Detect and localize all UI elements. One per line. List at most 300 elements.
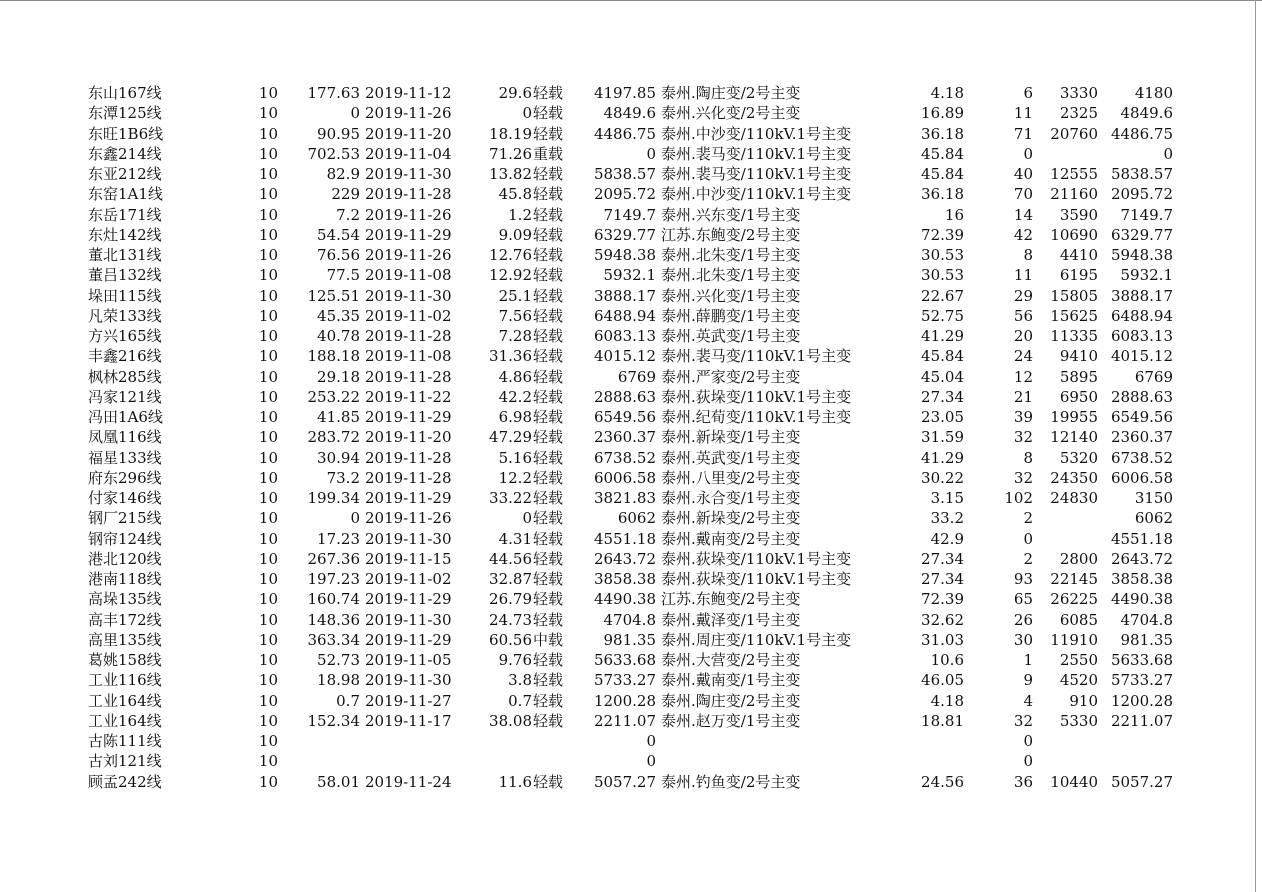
substation-transformer-cell: 泰州.新垛变/1号主变 [661,428,801,447]
load-rate-cell: 45.8 [498,185,532,204]
peak-current-cell: 40.78 [317,327,360,345]
table-row [0,772,1250,792]
available-capacity-cell: 5633.68 [593,651,656,669]
available-capacity-cell: 4486.75 [593,124,656,143]
line-name-cell: 钢帘124线 [88,529,162,548]
date-cell: 2019-11-20 [365,428,452,447]
substation-transformer-cell: 泰州.戴南变/1号主变 [661,671,801,690]
remaining-capacity-cell: 5948.38 [1110,246,1173,264]
transformer-load-cell: 16 [944,205,964,224]
peak-current-cell: 0 [350,104,360,123]
date-cell: 2019-11-26 [365,509,452,528]
voltage-cell: 10 [258,165,278,183]
available-capacity-cell: 6062 [617,509,656,528]
load-status-cell: 轻载 [533,246,564,264]
load-rate-cell: 7.28 [498,327,532,345]
transformer-load-cell: 45.84 [921,347,964,366]
available-capacity-cell: 5932.1 [603,266,656,285]
peak-current-cell: 199.34 [307,489,360,507]
peak-current-cell: 283.72 [307,428,360,447]
page-right-border [1255,0,1256,892]
substation-transformer-cell: 泰州.北朱变/1号主变 [661,266,801,285]
installed-capacity-cell: 12555 [1050,165,1098,183]
voltage-cell: 10 [258,468,278,487]
available-capacity-cell: 0 [646,732,656,750]
load-rate-cell: 0.7 [508,691,532,710]
available-capacity-cell: 981.35 [603,630,656,649]
table-row [0,448,1250,468]
transformer-load-cell: 36.18 [921,124,964,143]
substation-transformer-cell: 泰州.荻垛变/110kV.1号主变 [661,549,852,568]
date-cell: 2019-11-20 [365,124,452,143]
date-cell: 2019-11-17 [365,711,452,730]
installed-capacity-cell: 22145 [1050,570,1098,588]
table-row [0,670,1250,690]
voltage-cell: 10 [258,590,278,609]
voltage-cell: 10 [258,651,278,669]
table-row [0,184,1250,204]
available-capacity-cell: 3858.38 [593,570,656,588]
load-status-cell: 轻载 [533,286,564,305]
remaining-capacity-cell: 2360.37 [1110,428,1173,447]
table-row [0,630,1250,650]
peak-current-cell: 7.2 [336,205,360,224]
peak-current-cell: 160.74 [307,590,360,609]
load-status-cell: 轻载 [533,124,564,143]
line-name-cell: 东灶142线 [88,225,162,244]
peak-current-cell: 76.56 [317,246,360,264]
load-rate-cell: 5.16 [498,448,532,467]
remaining-capacity-cell: 6329.77 [1110,225,1173,244]
load-status-cell: 轻载 [533,671,564,690]
peak-current-cell: 73.2 [326,468,360,487]
transformer-count-cell: 70 [1013,185,1033,204]
substation-transformer-cell: 泰州.英武变/1号主变 [661,448,801,467]
remaining-capacity-cell: 2888.63 [1110,387,1173,406]
date-cell: 2019-11-29 [365,489,452,507]
date-cell: 2019-11-05 [365,651,452,669]
load-status-cell: 轻载 [533,347,564,366]
load-rate-cell: 12.2 [498,468,532,487]
load-status-cell: 轻载 [533,711,564,730]
transformer-load-cell: 18.81 [921,711,964,730]
load-status-cell: 轻载 [533,489,564,507]
remaining-capacity-cell: 6488.94 [1110,306,1173,325]
line-name-cell: 东亚212线 [88,165,162,183]
line-name-cell: 东山167线 [88,84,162,102]
load-status-cell: 轻载 [533,327,564,345]
load-status-cell: 轻载 [533,104,564,123]
line-name-cell: 东鑫214线 [88,144,162,163]
transformer-load-cell: 31.59 [921,428,964,447]
transformer-load-cell: 27.34 [921,570,964,588]
substation-transformer-cell: 泰州.裴马变/110kV.1号主变 [661,347,852,366]
transformer-count-cell: 32 [1013,468,1033,487]
remaining-capacity-cell: 4486.75 [1110,124,1173,143]
transformer-count-cell: 102 [1004,489,1033,507]
available-capacity-cell: 1200.28 [593,691,656,710]
substation-transformer-cell: 泰州.严家变/2号主变 [661,367,801,386]
substation-transformer-cell: 泰州.陶庄变/2号主变 [661,691,801,710]
load-status-cell: 轻载 [533,306,564,325]
table-row [0,286,1250,306]
date-cell: 2019-11-26 [365,246,452,264]
available-capacity-cell: 6083.13 [593,327,656,345]
table-row [0,549,1250,569]
installed-capacity-cell: 6195 [1059,266,1098,285]
transformer-count-cell: 65 [1013,590,1033,609]
date-cell: 2019-11-28 [365,448,452,467]
load-rate-cell: 9.76 [498,651,532,669]
load-status-cell: 轻载 [533,367,564,386]
voltage-cell: 10 [258,225,278,244]
available-capacity-cell: 6549.56 [593,408,656,426]
table-row [0,569,1250,589]
substation-transformer-cell: 泰州.英武变/1号主变 [661,327,801,345]
peak-current-cell: 0 [350,509,360,528]
substation-transformer-cell: 江苏.东鲍变/2号主变 [661,590,801,609]
installed-capacity-cell: 6085 [1059,610,1098,629]
load-status-cell: 轻载 [533,408,564,426]
transformer-load-cell: 45.84 [921,144,964,163]
remaining-capacity-cell: 6738.52 [1110,448,1173,467]
load-rate-cell: 47.29 [489,428,532,447]
date-cell: 2019-11-29 [365,408,452,426]
table-row [0,529,1250,549]
available-capacity-cell: 4015.12 [593,347,656,366]
transformer-load-cell: 42.9 [930,529,964,548]
line-name-cell: 枫林285线 [88,367,162,386]
remaining-capacity-cell: 6062 [1134,509,1173,528]
peak-current-cell: 363.34 [307,630,360,649]
load-rate-cell: 26.79 [489,590,532,609]
voltage-cell: 10 [258,266,278,285]
line-name-cell: 钢厂215线 [88,509,162,528]
voltage-cell: 10 [258,630,278,649]
load-rate-cell: 71.26 [489,144,532,163]
transformer-load-cell: 46.05 [921,671,964,690]
voltage-cell: 10 [258,711,278,730]
transformer-load-cell: 22.67 [921,286,964,305]
load-rate-cell: 12.92 [489,266,532,285]
load-status-cell: 轻载 [533,185,564,204]
date-cell: 2019-11-02 [365,570,452,588]
installed-capacity-cell: 2550 [1059,651,1098,669]
line-name-cell: 高里135线 [88,630,162,649]
load-status-cell: 轻载 [533,570,564,588]
page-top-border [0,0,1262,1]
transformer-count-cell: 6 [1023,84,1033,102]
voltage-cell: 10 [258,529,278,548]
line-name-cell: 凤凰116线 [88,428,162,447]
table-row [0,265,1250,285]
substation-transformer-cell: 泰州.裴马变/110kV.1号主变 [661,144,852,163]
line-name-cell: 工业164线 [88,691,162,710]
date-cell: 2019-11-08 [365,266,452,285]
substation-transformer-cell: 泰州.陶庄变/2号主变 [661,84,801,102]
load-rate-cell: 6.98 [498,408,532,426]
transformer-load-cell: 30.22 [921,468,964,487]
peak-current-cell: 0.7 [336,691,360,710]
peak-current-cell: 148.36 [307,610,360,629]
peak-current-cell: 229 [331,185,360,204]
substation-transformer-cell: 泰州.荻垛变/110kV.1号主变 [661,570,852,588]
transformer-load-cell: 27.34 [921,387,964,406]
remaining-capacity-cell: 2211.07 [1110,711,1173,730]
line-name-cell: 工业116线 [88,671,162,690]
installed-capacity-cell: 11335 [1050,327,1098,345]
voltage-cell: 10 [258,691,278,710]
transformer-count-cell: 0 [1023,144,1033,163]
voltage-cell: 10 [258,124,278,143]
available-capacity-cell: 5838.57 [593,165,656,183]
substation-transformer-cell: 泰州.兴化变/1号主变 [661,286,801,305]
transformer-count-cell: 8 [1023,448,1033,467]
available-capacity-cell: 4197.85 [593,84,656,102]
substation-transformer-cell: 泰州.大营变/2号主变 [661,651,801,669]
voltage-cell: 10 [258,205,278,224]
available-capacity-cell: 6329.77 [593,225,656,244]
remaining-capacity-cell: 5733.27 [1110,671,1173,690]
transformer-count-cell: 12 [1013,367,1033,386]
line-name-cell: 丰鑫216线 [88,347,162,366]
date-cell: 2019-11-15 [365,549,452,568]
transformer-count-cell: 11 [1013,266,1033,285]
line-name-cell: 东旺1B6线 [88,124,164,143]
installed-capacity-cell: 20760 [1050,124,1098,143]
table-row [0,205,1250,225]
table-row [0,711,1250,731]
available-capacity-cell: 2360.37 [593,428,656,447]
voltage-cell: 10 [258,610,278,629]
transformer-count-cell: 30 [1013,630,1033,649]
installed-capacity-cell: 4520 [1059,671,1098,690]
date-cell: 2019-11-29 [365,630,452,649]
table-row [0,691,1250,711]
table-row [0,488,1250,508]
load-rate-cell: 31.36 [489,347,532,366]
remaining-capacity-cell: 5633.68 [1110,651,1173,669]
voltage-cell: 10 [258,144,278,163]
load-status-cell: 轻载 [533,428,564,447]
voltage-cell: 10 [258,286,278,305]
transformer-count-cell: 8 [1023,246,1033,264]
transformer-count-cell: 29 [1013,286,1033,305]
installed-capacity-cell: 19955 [1050,408,1098,426]
installed-capacity-cell: 9410 [1059,347,1098,366]
installed-capacity-cell: 2800 [1059,549,1098,568]
available-capacity-cell: 3888.17 [593,286,656,305]
installed-capacity-cell: 6950 [1059,387,1098,406]
load-rate-cell: 42.2 [498,387,532,406]
available-capacity-cell: 4704.8 [603,610,656,629]
transformer-count-cell: 21 [1013,387,1033,406]
peak-current-cell: 188.18 [307,347,360,366]
peak-current-cell: 29.18 [317,367,360,386]
peak-current-cell: 77.5 [326,266,360,285]
load-rate-cell: 38.08 [489,711,532,730]
load-rate-cell: 24.73 [489,610,532,629]
voltage-cell: 10 [258,448,278,467]
substation-transformer-cell: 泰州.中沙变/110kV.1号主变 [661,185,852,204]
transformer-count-cell: 9 [1023,671,1033,690]
table-row [0,468,1250,488]
line-name-cell: 福星133线 [88,448,162,467]
substation-transformer-cell: 泰州.兴化变/2号主变 [661,104,801,123]
substation-transformer-cell: 泰州.薛鹏变/1号主变 [661,306,801,325]
substation-transformer-cell: 泰州.永合变/1号主变 [661,489,801,507]
line-name-cell: 垛田115线 [88,286,162,305]
transformer-load-cell: 3.15 [930,489,964,507]
date-cell: 2019-11-27 [365,691,452,710]
peak-current-cell: 52.73 [317,651,360,669]
transformer-count-cell: 42 [1013,225,1033,244]
load-rate-cell: 32.87 [489,570,532,588]
date-cell: 2019-11-30 [365,529,452,548]
date-cell: 2019-11-29 [365,225,452,244]
remaining-capacity-cell: 4704.8 [1120,610,1173,629]
available-capacity-cell: 6769 [617,367,656,386]
available-capacity-cell: 3821.83 [593,489,656,507]
table-row [0,427,1250,447]
substation-transformer-cell: 泰州.八里变/2号主变 [661,468,801,487]
line-name-cell: 方兴165线 [88,327,162,345]
table-row [0,124,1250,144]
table-row [0,387,1250,407]
table-row [0,407,1250,427]
voltage-cell: 10 [258,367,278,386]
load-rate-cell: 4.31 [498,529,532,548]
table-row [0,650,1250,670]
voltage-cell: 10 [258,671,278,690]
installed-capacity-cell: 5895 [1059,367,1098,386]
peak-current-cell: 267.36 [307,549,360,568]
voltage-cell: 10 [258,387,278,406]
load-rate-cell: 60.56 [489,630,532,649]
available-capacity-cell: 5948.38 [593,246,656,264]
load-rate-cell: 1.2 [508,205,532,224]
line-name-cell: 葛姚158线 [88,651,162,669]
substation-transformer-cell: 泰州.钓鱼变/2号主变 [661,772,801,791]
line-name-cell: 古陈111线 [88,732,162,750]
transformer-load-cell: 52.75 [921,306,964,325]
line-name-cell: 东窑1A1线 [88,185,163,204]
load-status-cell: 重载 [533,144,564,163]
transformer-count-cell: 0 [1023,752,1033,771]
table-row [0,346,1250,366]
transformer-count-cell: 20 [1013,327,1033,345]
installed-capacity-cell: 10440 [1050,772,1098,791]
voltage-cell: 10 [258,347,278,366]
installed-capacity-cell: 2325 [1059,104,1098,123]
installed-capacity-cell: 26225 [1050,590,1098,609]
table-row [0,610,1250,630]
table-row [0,326,1250,346]
transformer-count-cell: 14 [1013,205,1033,224]
transformer-load-cell: 72.39 [921,590,964,609]
load-rate-cell: 7.56 [498,306,532,325]
peak-current-cell: 18.98 [317,671,360,690]
line-name-cell: 工业164线 [88,711,162,730]
available-capacity-cell: 6488.94 [593,306,656,325]
line-name-cell: 顾孟242线 [88,772,162,791]
line-name-cell: 港南118线 [88,570,162,588]
available-capacity-cell: 0 [646,752,656,771]
peak-current-cell: 82.9 [326,165,360,183]
load-rate-cell: 13.82 [489,165,532,183]
peak-current-cell: 125.51 [307,286,360,305]
transformer-load-cell: 45.04 [921,367,964,386]
load-status-cell: 轻载 [533,691,564,710]
load-rate-cell: 4.86 [498,367,532,386]
available-capacity-cell: 4490.38 [593,590,656,609]
transformer-count-cell: 71 [1013,124,1033,143]
line-name-cell: 古刘121线 [88,752,162,771]
available-capacity-cell: 5733.27 [593,671,656,690]
line-name-cell: 东潭125线 [88,104,162,123]
transformer-count-cell: 56 [1013,306,1033,325]
load-rate-cell: 0 [522,104,532,123]
load-status-cell: 轻载 [533,448,564,467]
date-cell: 2019-11-30 [365,286,452,305]
available-capacity-cell: 5057.27 [593,772,656,791]
substation-transformer-cell: 泰州.新垛变/2号主变 [661,509,801,528]
load-status-cell: 轻载 [533,549,564,568]
date-cell: 2019-11-26 [365,104,452,123]
available-capacity-cell: 4551.18 [593,529,656,548]
transformer-count-cell: 40 [1013,165,1033,183]
transformer-count-cell: 0 [1023,732,1033,750]
line-name-cell: 府东296线 [88,468,162,487]
load-rate-cell: 12.76 [489,246,532,264]
date-cell: 2019-11-30 [365,610,452,629]
table-row [0,164,1250,184]
date-cell: 2019-11-28 [365,367,452,386]
date-cell: 2019-11-02 [365,306,452,325]
installed-capacity-cell: 21160 [1050,185,1098,204]
table-row [0,306,1250,326]
voltage-cell: 10 [258,306,278,325]
available-capacity-cell: 6738.52 [593,448,656,467]
remaining-capacity-cell: 5932.1 [1120,266,1173,285]
date-cell: 2019-11-28 [365,468,452,487]
transformer-load-cell: 32.62 [921,610,964,629]
peak-current-cell: 177.63 [307,84,360,102]
installed-capacity-cell: 3330 [1059,84,1098,102]
available-capacity-cell: 2643.72 [593,549,656,568]
remaining-capacity-cell: 0 [1163,144,1173,163]
voltage-cell: 10 [258,246,278,264]
installed-capacity-cell: 5330 [1059,711,1098,730]
transformer-load-cell: 41.29 [921,327,964,345]
load-status-cell: 轻载 [533,387,564,406]
date-cell: 2019-11-29 [365,590,452,609]
feeder-load-table [0,83,1250,792]
load-status-cell: 轻载 [533,610,564,629]
remaining-capacity-cell: 2643.72 [1110,549,1173,568]
voltage-cell: 10 [258,185,278,204]
load-status-cell: 中载 [533,630,564,649]
remaining-capacity-cell: 1200.28 [1110,691,1173,710]
transformer-load-cell: 4.18 [930,691,964,710]
load-status-cell: 轻载 [533,468,564,487]
transformer-load-cell: 30.53 [921,246,964,264]
date-cell: 2019-11-22 [365,387,452,406]
remaining-capacity-cell: 7149.7 [1120,205,1173,224]
table-row [0,367,1250,387]
remaining-capacity-cell: 3858.38 [1110,570,1173,588]
available-capacity-cell: 4849.6 [603,104,656,123]
